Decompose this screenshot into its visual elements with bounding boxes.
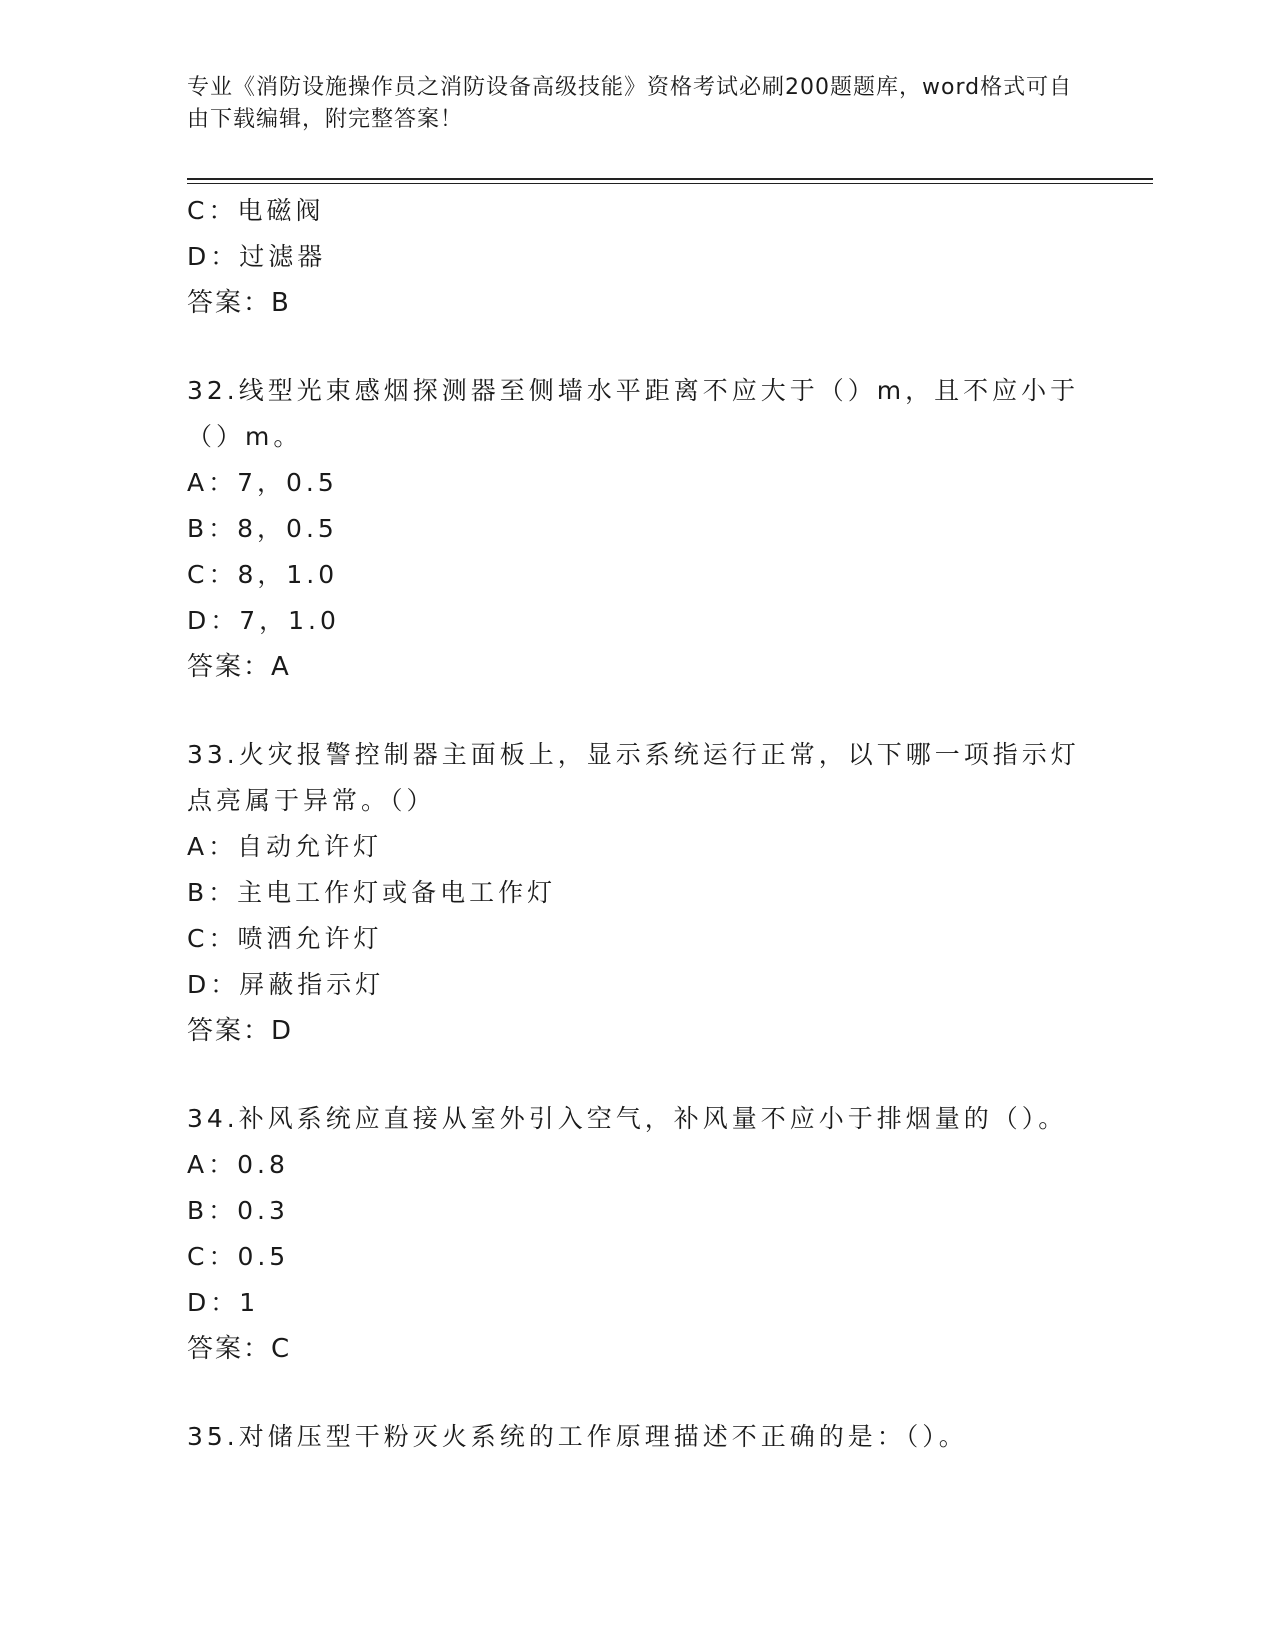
document-header: 专业《消防设施操作员之消防设备高级技能》资格考试必刷200题题库，word格式可自由下载编辑，附完整答案！ (187, 75, 1073, 132)
option-c: C：0.5 (187, 1242, 290, 1271)
question-text: 34.补风系统应直接从室外引入空气，补风量不应小于排烟量的（）。 (187, 1104, 1068, 1133)
answer-line: 答案：A (187, 652, 291, 682)
previous-question-tail (187, 188, 1087, 326)
question-33 (187, 732, 1087, 1054)
option-b: B：0.3 (187, 1196, 289, 1225)
option-c: C：电磁阀 (187, 196, 325, 225)
question-list (187, 188, 1087, 1460)
question-32 (187, 368, 1087, 690)
header-divider-thin (187, 183, 1153, 184)
option-b: B：8，0.5 (187, 514, 338, 543)
option-c: C：8，1.0 (187, 560, 339, 589)
answer-line: 答案：C (187, 1334, 292, 1364)
option-a: A：0.8 (187, 1150, 289, 1179)
option-d: D：过滤器 (187, 242, 327, 271)
option-c: C：喷洒允许灯 (187, 924, 383, 953)
question-35 (187, 1414, 1087, 1460)
answer-line: 答案：B (187, 288, 291, 318)
header-divider (187, 178, 1153, 180)
option-a: A：自动允许灯 (187, 832, 383, 861)
option-d: D：屏蔽指示灯 (187, 970, 385, 999)
option-b: B：主电工作灯或备电工作灯 (187, 878, 557, 907)
option-d: D：1 (187, 1288, 260, 1317)
option-d: D：7，1.0 (187, 606, 340, 635)
question-text: 32.线型光束感烟探测器至侧墙水平距离不应大于（）m，且不应小于（）m。 (187, 376, 1080, 451)
answer-line: 答案：D (187, 1016, 294, 1046)
question-text: 33.火灾报警控制器主面板上，显示系统运行正常，以下哪一项指示灯点亮属于异常。（） (187, 740, 1080, 815)
option-a: A：7，0.5 (187, 468, 338, 497)
question-text: 35.对储压型干粉灭火系统的工作原理描述不正确的是：（）。 (187, 1422, 968, 1451)
question-34 (187, 1096, 1087, 1372)
